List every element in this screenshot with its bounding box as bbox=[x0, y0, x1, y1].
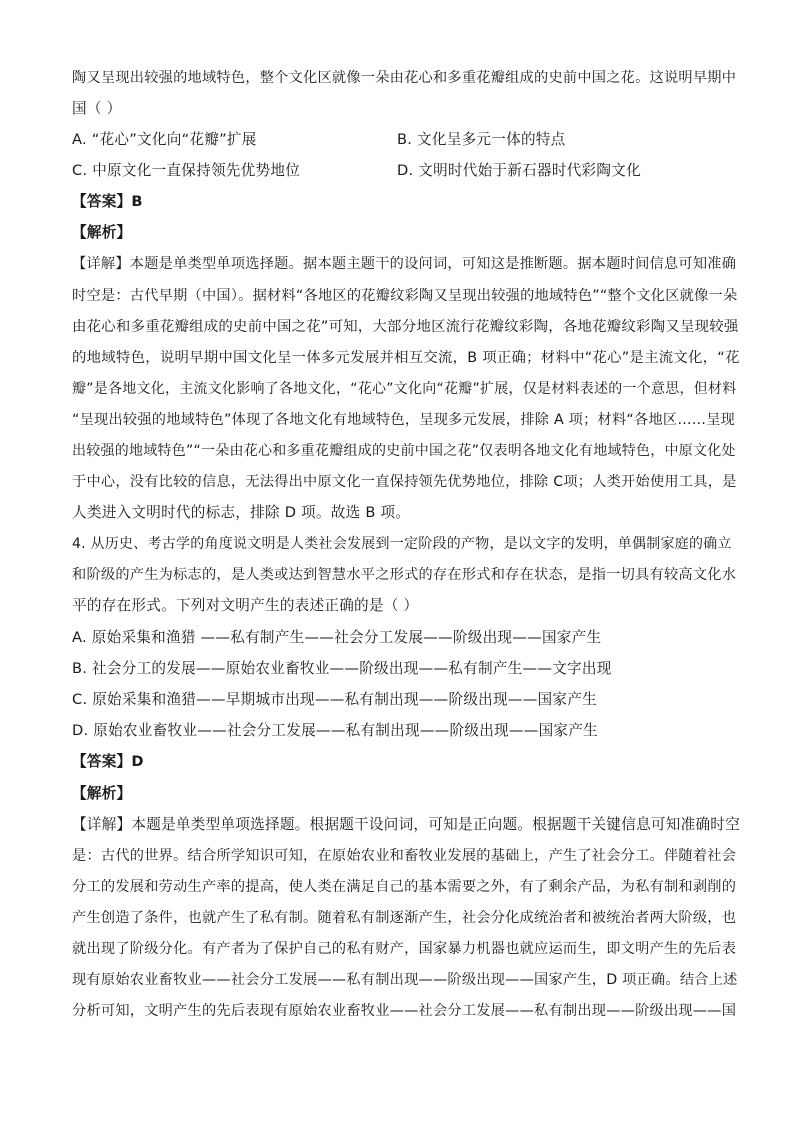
q3-option-c: C. 中原文化一直保持领先优势地位 bbox=[72, 162, 301, 179]
q3-explain-line: 瓣”是各地文化，主流文化影响了各地文化，“花心”文化向“花瓣”扩展，仅是材料表述的一个意思，但材料 bbox=[72, 381, 737, 397]
q3-stem-line: 国（ ） bbox=[72, 100, 122, 117]
q3-explain-line: 出较强的地域特色”“一朵由花心和多重花瓣组成的史前中国之花”仅表明各地文化有地域特色，中原文化处 bbox=[72, 443, 736, 459]
q4-stem-line: 和阶级的产生为标志的，是人类或达到智慧水平之形式的存在形式和存在状态，是指一切具有较高文化水 bbox=[72, 567, 737, 583]
q3-option-a: A. “花心”文化向“花瓣”扩展 bbox=[72, 131, 257, 148]
q3-explain-line: 时空是：古代早期（中国）。据材料“各地区的花瓣纹彩陶又呈现出较强的地域特色”“整个文化区就像一朵 bbox=[72, 288, 738, 304]
q3-analysis-label: 【解析】 bbox=[72, 224, 132, 241]
q4-stem-line: 4. 从历史、考古学的角度说文明是人类社会发展到一定阶段的产物，是以文字的发明，单偶制家庭的确立 bbox=[72, 536, 732, 552]
q4-explain-line: 产生创造了条件，也就产生了私有制。随着私有制逐渐产生，社会分化成统治者和被统治者两大阶级，也 bbox=[72, 910, 737, 926]
q4-explain-line: 【详解】本题是单类型单项选择题。根据题干设问词，可知是正向题。根据题干关键信息可知准确时空 bbox=[72, 816, 740, 833]
q4-option-d: D. 原始农业畜牧业——社会分工发展——私有制出现——阶级出现——国家产生 bbox=[72, 722, 598, 739]
q3-stem-line: 陶又呈现出较强的地域特色，整个文化区就像一朵由花心和多重花瓣组成的史前中国之花。这说明早期中 bbox=[72, 70, 737, 86]
q4-stem-line: 平的存在形式。下列对文明产生的表述正确的是（ ） bbox=[72, 597, 419, 614]
q3-explain-line: 【详解】本题是单类型单项选择题。据本题主题干的设问词，可知这是推断题。据本题时间信息可知准确 bbox=[72, 256, 737, 272]
q4-explain-line: 分工的发展和劳动生产率的提高，使人类在满足自己的基本需要之外，有了剩余产品，为私有制和剥削的 bbox=[72, 879, 737, 895]
q4-option-b: B. 社会分工的发展——原始农业畜牧业——阶级出现——私有制产生——文字出现 bbox=[72, 660, 612, 677]
q4-option-c: C. 原始采集和渔猎——早期城市出现——私有制出现——阶级出现——国家产生 bbox=[72, 691, 597, 708]
q3-option-b: B. 文化呈多元一体的特点 bbox=[397, 131, 566, 148]
q3-explain-line: 由花心和多重花瓣组成的史前中国之花”可知，大部分地区流行花瓣纹彩陶，各地花瓣纹彩陶又呈现较强 bbox=[72, 319, 739, 335]
q3-explain-line: 人类进入文明时代的标志，排除 D 项。故选 B 项。 bbox=[72, 504, 411, 521]
q4-answer: 【答案】D bbox=[72, 753, 144, 770]
q3-explain-line: 于中心，没有比较的信息，无法得出中原文化一直保持领先优势地位，排除 C项；人类开始使用工具，是 bbox=[72, 474, 737, 490]
q4-explain-line: 分析可知，文明产生的先后表现有原始农业畜牧业——社会分工发展——私有制出现——阶级出现——国 bbox=[72, 1003, 737, 1019]
q4-explain-line: 现有原始农业畜牧业——社会分工发展——私有制出现——阶级出现——国家产生，D 项正确。结合上述 bbox=[72, 972, 738, 988]
q3-option-d: D. 文明时代始于新石器时代彩陶文化 bbox=[397, 162, 641, 179]
q3-explain-line: 的地域特色，说明早期中国文化呈一体多元发展并相互交流，B 项正确；材料中“花心”是主流文化，“花 bbox=[72, 350, 740, 366]
q4-explain-line: 就出现了阶级分化。有产者为了保护自己的私有财产，国家暴力机器也就应运而生，即文明产生的先后表 bbox=[72, 941, 737, 957]
q3-answer: 【答案】B bbox=[72, 193, 143, 210]
q4-analysis-label: 【解析】 bbox=[72, 785, 132, 802]
q3-explain-line: “呈现出较强的地域特色”体现了各地文化有地域特色，呈现多元发展，排除 A 项；材料“各地区……呈现 bbox=[72, 412, 736, 428]
q4-explain-line: 是：古代的世界。结合所学知识可知，在原始农业和畜牧业发展的基础上，产生了社会分工。伴随着社会 bbox=[72, 848, 737, 864]
q4-option-a: A. 原始采集和渔猎 ——私有制产生——社会分工发展——阶级出现——国家产生 bbox=[72, 629, 602, 646]
